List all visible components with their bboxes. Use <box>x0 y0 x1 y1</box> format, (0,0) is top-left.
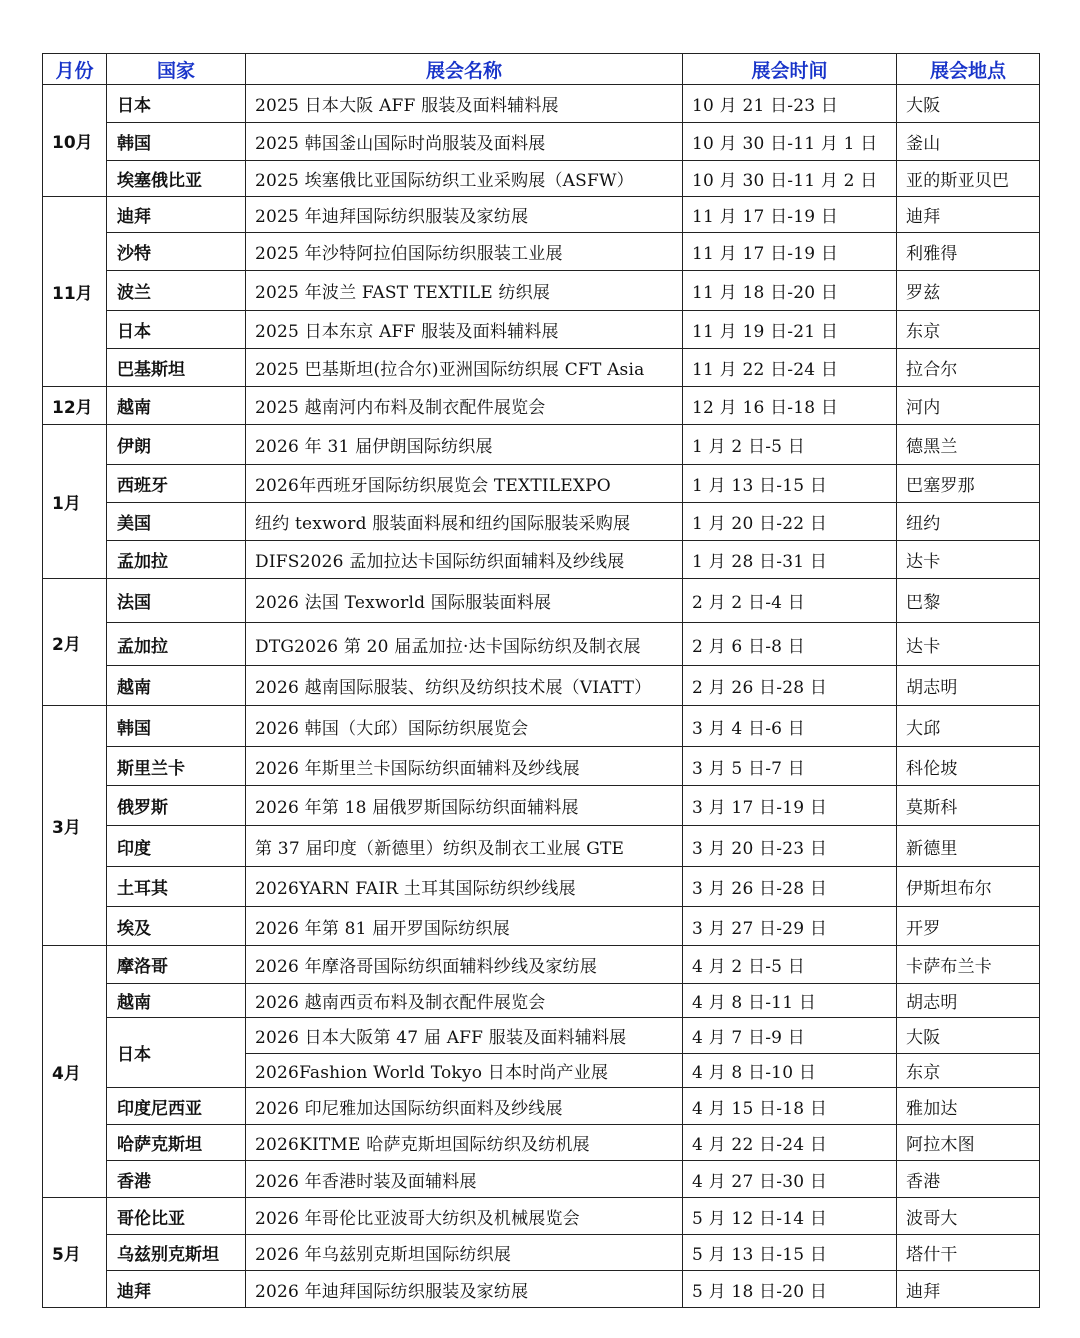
exhibition-place-cell: 大阪 <box>897 1018 1040 1054</box>
exhibition-place-cell: 达卡 <box>897 623 1040 666</box>
table-row <box>43 706 1040 747</box>
table-row <box>43 666 1040 706</box>
exhibition-name-cell: 2025 越南河内布料及制衣配件展览会 <box>246 387 683 425</box>
country-cell: 日本 <box>107 85 246 123</box>
exhibition-name-cell: 2025 年迪拜国际纺织服装及家纺展 <box>246 197 683 233</box>
table-row <box>43 425 1040 465</box>
table-row <box>43 1088 1040 1125</box>
table-row <box>43 311 1040 349</box>
country-cell: 埃及 <box>107 907 246 946</box>
exhibition-name-cell: 2025 年波兰 FAST TEXTILE 纺织展 <box>246 271 683 311</box>
exhibition-date-cell: 3 月 27 日-29 日 <box>683 907 897 946</box>
country-cell: 日本 <box>107 311 246 349</box>
exhibition-name-cell: 2026年西班牙国际纺织展览会 TEXTILEXPO <box>246 465 683 503</box>
exhibition-place-cell: 大阪 <box>897 85 1040 123</box>
exhibition-name-cell: 2025 年沙特阿拉伯国际纺织服装工业展 <box>246 233 683 271</box>
exhibition-place-cell: 拉合尔 <box>897 349 1040 387</box>
table-row <box>43 349 1040 387</box>
exhibition-date-cell: 3 月 17 日-19 日 <box>683 786 897 826</box>
exhibition-place-cell: 阿拉木图 <box>897 1125 1040 1161</box>
country-cell: 埃塞俄比亚 <box>107 161 246 197</box>
month-cell: 2月 <box>43 579 107 706</box>
table-row <box>43 541 1040 579</box>
exhibition-name-cell: 2026 年香港时装及面辅料展 <box>246 1161 683 1198</box>
table-row <box>43 907 1040 946</box>
country-cell: 土耳其 <box>107 867 246 907</box>
exhibition-place-cell: 新德里 <box>897 826 1040 867</box>
exhibition-name-cell: 2026 越南国际服装、纺织及纺织技术展（VIATT） <box>246 666 683 706</box>
exhibition-date-cell: 11 月 17 日-19 日 <box>683 233 897 271</box>
country-cell: 孟加拉 <box>107 541 246 579</box>
header-country: 国家 <box>107 54 246 85</box>
exhibition-place-cell: 釜山 <box>897 123 1040 161</box>
exhibition-name-cell: 2026 年第 81 届开罗国际纺织展 <box>246 907 683 946</box>
table-row <box>43 1161 1040 1198</box>
country-cell: 伊朗 <box>107 425 246 465</box>
exhibition-name-cell: 2025 日本大阪 AFF 服装及面料辅料展 <box>246 85 683 123</box>
exhibition-name-cell: 纽约 texword 服装面料展和纽约国际服装采购展 <box>246 503 683 541</box>
table-body <box>43 85 1040 1308</box>
exhibition-date-cell: 4 月 22 日-24 日 <box>683 1125 897 1161</box>
exhibition-date-cell: 5 月 18 日-20 日 <box>683 1271 897 1308</box>
country-cell: 摩洛哥 <box>107 946 246 984</box>
exhibition-date-cell: 3 月 4 日-6 日 <box>683 706 897 747</box>
table-row <box>43 867 1040 907</box>
exhibition-date-cell: 4 月 7 日-9 日 <box>683 1018 897 1054</box>
header-row <box>43 54 1040 85</box>
exhibition-date-cell: 5 月 12 日-14 日 <box>683 1198 897 1235</box>
table-row <box>43 984 1040 1018</box>
exhibition-place-cell: 香港 <box>897 1161 1040 1198</box>
exhibition-place-cell: 雅加达 <box>897 1088 1040 1125</box>
exhibition-schedule-table <box>42 53 1040 1308</box>
table-row <box>43 1198 1040 1235</box>
table-row <box>43 387 1040 425</box>
exhibition-date-cell: 10 月 30 日-11 月 1 日 <box>683 123 897 161</box>
exhibition-date-cell: 1 月 2 日-5 日 <box>683 425 897 465</box>
exhibition-name-cell: 2026 年摩洛哥国际纺织面辅料纱线及家纺展 <box>246 946 683 984</box>
country-cell: 越南 <box>107 387 246 425</box>
table-row <box>43 233 1040 271</box>
country-cell: 法国 <box>107 579 246 623</box>
table-row <box>43 946 1040 984</box>
country-cell: 波兰 <box>107 271 246 311</box>
country-cell: 韩国 <box>107 706 246 747</box>
exhibition-place-cell: 亚的斯亚贝巴 <box>897 161 1040 197</box>
month-cell: 5月 <box>43 1198 107 1308</box>
exhibition-place-cell: 伊斯坦布尔 <box>897 867 1040 907</box>
exhibition-place-cell: 达卡 <box>897 541 1040 579</box>
exhibition-place-cell: 科伦坡 <box>897 747 1040 786</box>
exhibition-place-cell: 巴黎 <box>897 579 1040 623</box>
exhibition-name-cell: 2026 年第 18 届俄罗斯国际纺织面辅料展 <box>246 786 683 826</box>
table-row <box>43 161 1040 197</box>
exhibition-place-cell: 胡志明 <box>897 984 1040 1018</box>
exhibition-place-cell: 东京 <box>897 1054 1040 1088</box>
exhibition-place-cell: 纽约 <box>897 503 1040 541</box>
country-cell: 日本 <box>107 1018 246 1088</box>
country-cell: 哈萨克斯坦 <box>107 1125 246 1161</box>
country-cell: 越南 <box>107 984 246 1018</box>
table-row <box>43 786 1040 826</box>
exhibition-place-cell: 巴塞罗那 <box>897 465 1040 503</box>
exhibition-place-cell: 卡萨布兰卡 <box>897 946 1040 984</box>
exhibition-name-cell: 2026 年迪拜国际纺织服装及家纺展 <box>246 1271 683 1308</box>
month-cell: 12月 <box>43 387 107 425</box>
country-cell: 韩国 <box>107 123 246 161</box>
exhibition-place-cell: 东京 <box>897 311 1040 349</box>
table-row <box>43 747 1040 786</box>
table-row <box>43 271 1040 311</box>
exhibition-place-cell: 迪拜 <box>897 197 1040 233</box>
exhibition-place-cell: 大邱 <box>897 706 1040 747</box>
exhibition-name-cell: DIFS2026 孟加拉达卡国际纺织面辅料及纱线展 <box>246 541 683 579</box>
exhibition-name-cell: 2026Fashion World Tokyo 日本时尚产业展 <box>246 1054 683 1088</box>
country-cell: 乌兹别克斯坦 <box>107 1235 246 1271</box>
exhibition-date-cell: 3 月 20 日-23 日 <box>683 826 897 867</box>
exhibition-place-cell: 塔什干 <box>897 1235 1040 1271</box>
exhibition-date-cell: 11 月 18 日-20 日 <box>683 271 897 311</box>
country-cell: 香港 <box>107 1161 246 1198</box>
header-exhibition-date: 展会时间 <box>683 54 897 85</box>
country-cell: 迪拜 <box>107 197 246 233</box>
exhibition-date-cell: 11 月 19 日-21 日 <box>683 311 897 349</box>
exhibition-name-cell: DTG2026 第 20 届孟加拉·达卡国际纺织及制衣展 <box>246 623 683 666</box>
header-month: 月份 <box>43 54 107 85</box>
table-row <box>43 85 1040 123</box>
exhibition-place-cell: 胡志明 <box>897 666 1040 706</box>
exhibition-date-cell: 2 月 6 日-8 日 <box>683 623 897 666</box>
table-row <box>43 579 1040 623</box>
exhibition-date-cell: 10 月 21 日-23 日 <box>683 85 897 123</box>
exhibition-date-cell: 1 月 13 日-15 日 <box>683 465 897 503</box>
exhibition-name-cell: 2026 年哥伦比亚波哥大纺织及机械展览会 <box>246 1198 683 1235</box>
country-cell: 沙特 <box>107 233 246 271</box>
table-row <box>43 1235 1040 1271</box>
exhibition-name-cell: 2026 韩国（大邱）国际纺织展览会 <box>246 706 683 747</box>
country-cell: 俄罗斯 <box>107 786 246 826</box>
exhibition-date-cell: 5 月 13 日-15 日 <box>683 1235 897 1271</box>
country-cell: 哥伦比亚 <box>107 1198 246 1235</box>
exhibition-place-cell: 河内 <box>897 387 1040 425</box>
exhibition-place-cell: 开罗 <box>897 907 1040 946</box>
month-cell: 1月 <box>43 425 107 579</box>
table-row <box>43 123 1040 161</box>
table-row <box>43 503 1040 541</box>
country-cell: 迪拜 <box>107 1271 246 1308</box>
exhibition-name-cell: 2026 法国 Texworld 国际服装面料展 <box>246 579 683 623</box>
exhibition-name-cell: 2026 印尼雅加达国际纺织面料及纱线展 <box>246 1088 683 1125</box>
exhibition-date-cell: 2 月 26 日-28 日 <box>683 666 897 706</box>
table-row <box>43 623 1040 666</box>
exhibition-name-cell: 2026 越南西贡布料及制衣配件展览会 <box>246 984 683 1018</box>
exhibition-name-cell: 2025 巴基斯坦(拉合尔)亚洲国际纺织展 CFT Asia <box>246 349 683 387</box>
month-cell: 10月 <box>43 85 107 197</box>
exhibition-name-cell: 2026 年 31 届伊朗国际纺织展 <box>246 425 683 465</box>
exhibition-date-cell: 2 月 2 日-4 日 <box>683 579 897 623</box>
exhibition-name-cell: 2026YARN FAIR 土耳其国际纺织纱线展 <box>246 867 683 907</box>
exhibition-date-cell: 4 月 8 日-10 日 <box>683 1054 897 1088</box>
table-row <box>43 1271 1040 1308</box>
exhibition-name-cell: 2025 日本东京 AFF 服装及面料辅料展 <box>246 311 683 349</box>
table-row <box>43 465 1040 503</box>
exhibition-place-cell: 迪拜 <box>897 1271 1040 1308</box>
exhibition-date-cell: 1 月 28 日-31 日 <box>683 541 897 579</box>
exhibition-date-cell: 4 月 15 日-18 日 <box>683 1088 897 1125</box>
header-exhibition-name: 展会名称 <box>246 54 683 85</box>
exhibition-name-cell: 2025 埃塞俄比亚国际纺织工业采购展（ASFW） <box>246 161 683 197</box>
month-cell: 11月 <box>43 197 107 387</box>
month-cell: 3月 <box>43 706 107 946</box>
exhibition-date-cell: 3 月 26 日-28 日 <box>683 867 897 907</box>
country-cell: 孟加拉 <box>107 623 246 666</box>
table-row <box>43 826 1040 867</box>
exhibition-date-cell: 4 月 8 日-11 日 <box>683 984 897 1018</box>
exhibition-date-cell: 11 月 22 日-24 日 <box>683 349 897 387</box>
country-cell: 越南 <box>107 666 246 706</box>
exhibition-date-cell: 1 月 20 日-22 日 <box>683 503 897 541</box>
exhibition-date-cell: 3 月 5 日-7 日 <box>683 747 897 786</box>
exhibition-date-cell: 12 月 16 日-18 日 <box>683 387 897 425</box>
header-exhibition-place: 展会地点 <box>897 54 1040 85</box>
exhibition-name-cell: 第 37 届印度（新德里）纺织及制衣工业展 GTE <box>246 826 683 867</box>
exhibition-place-cell: 利雅得 <box>897 233 1040 271</box>
exhibition-place-cell: 德黑兰 <box>897 425 1040 465</box>
exhibition-place-cell: 莫斯科 <box>897 786 1040 826</box>
exhibition-date-cell: 4 月 2 日-5 日 <box>683 946 897 984</box>
exhibition-name-cell: 2026 日本大阪第 47 届 AFF 服装及面料辅料展 <box>246 1018 683 1054</box>
table-row <box>43 1125 1040 1161</box>
exhibition-name-cell: 2026KITME 哈萨克斯坦国际纺织及纺机展 <box>246 1125 683 1161</box>
month-cell: 4月 <box>43 946 107 1198</box>
country-cell: 印度尼西亚 <box>107 1088 246 1125</box>
country-cell: 印度 <box>107 826 246 867</box>
exhibition-date-cell: 4 月 27 日-30 日 <box>683 1161 897 1198</box>
country-cell: 西班牙 <box>107 465 246 503</box>
table-row <box>43 1018 1040 1054</box>
exhibition-date-cell: 10 月 30 日-11 月 2 日 <box>683 161 897 197</box>
exhibition-place-cell: 罗兹 <box>897 271 1040 311</box>
exhibition-name-cell: 2026 年乌兹别克斯坦国际纺织展 <box>246 1235 683 1271</box>
country-cell: 美国 <box>107 503 246 541</box>
exhibition-date-cell: 11 月 17 日-19 日 <box>683 197 897 233</box>
exhibition-place-cell: 波哥大 <box>897 1198 1040 1235</box>
country-cell: 巴基斯坦 <box>107 349 246 387</box>
exhibition-name-cell: 2025 韩国釜山国际时尚服装及面料展 <box>246 123 683 161</box>
table-row <box>43 197 1040 233</box>
exhibition-name-cell: 2026 年斯里兰卡国际纺织面辅料及纱线展 <box>246 747 683 786</box>
country-cell: 斯里兰卡 <box>107 747 246 786</box>
